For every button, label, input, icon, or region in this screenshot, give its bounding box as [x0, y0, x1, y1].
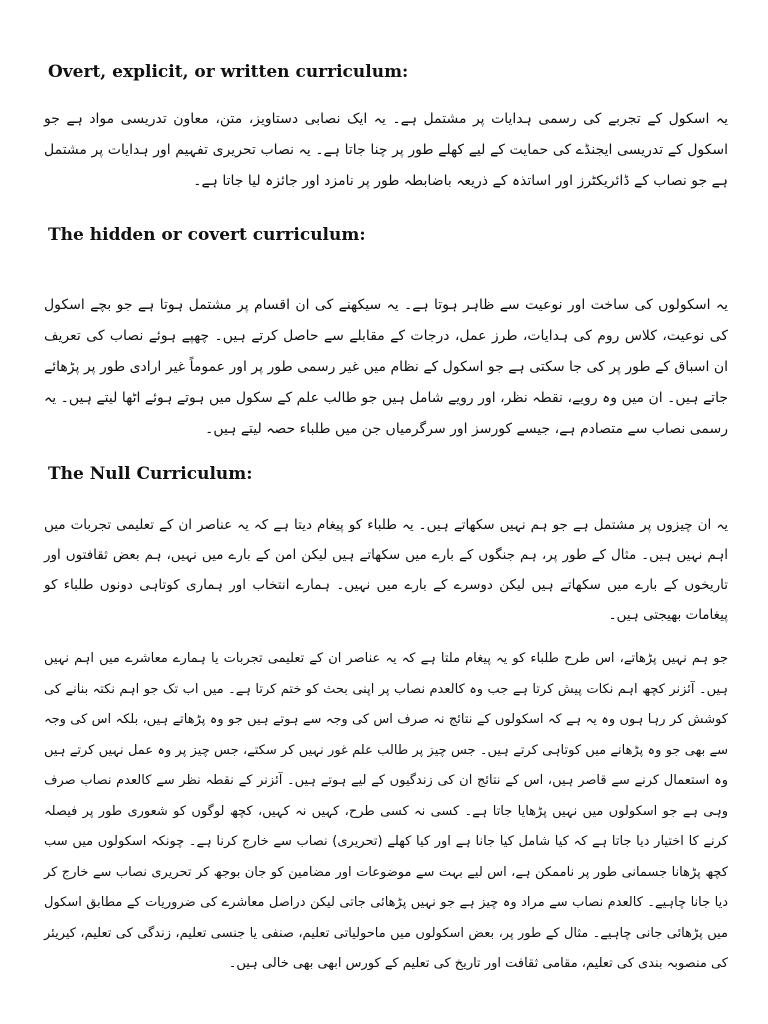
section-heading-null-curriculum: The Null Curriculum: [48, 464, 253, 484]
section-heading-hidden-curriculum: The hidden or covert curriculum: [48, 225, 366, 245]
paragraph-overt-curriculum: یہ اسکول کے تجربے کی رسمی ہدایات پر مشتمل ہے۔ یہ ایک نصابی دستاویز، متن، معاون تدریسی مواد ہے جو اسکول کے تدریسی ایجنڈے کی حمایت کے لیے کھلے طور پر چنا جاتا ہے۔ یہ نصاب تحریری تفہیم اور ہدایات پر مشتمل ہے جو نصاب کے ڈائریکٹرز اور اساتذہ کے ذریعہ باضابطہ طور پر نامزد اور جائزہ لیا جاتا ہے۔ [44, 111, 728, 189]
section-heading-overt-curriculum: Overt, explicit, or written curriculum: [48, 62, 409, 82]
paragraph-null-curriculum-eisner: جو ہم نہیں پڑھاتے، اس طرح طلباء کو یہ پیغام ملتا ہے کہ یہ عناصر ان کے تعلیمی تجربات یا ہمارے معاشرے میں اہم نہیں ہیں۔ آئزنر کچھ اہم نکات پیش کرتا ہے جب وہ کالعدم نصاب پر اپنی بحث کو ختم کرتا ہے۔ میں اب تک جو اہم نکتہ بنانے کی کوشش کر رہا ہوں وہ یہ ہے کہ اسکولوں کے نتائج نہ صرف اس کی وجہ سے ہوتے ہیں جو وہ پڑھاتے ہیں، بلکہ اس کی وجہ سے بھی جو وہ پڑھانے میں کوتاہی کرتے ہیں۔ جس چیز پر طالب علم غور نہیں کر سکتے، جس چیز پر وہ عمل نہیں کرتے ہیں وہ استعمال کرنے سے قاصر ہیں، اس کے نتائج ان کی زندگیوں کے لیے ہوتے ہیں۔ آئزنر کے نقطہ نظر سے کالعدم نصاب صرف وہی ہے جو اسکولوں میں نہیں پڑھایا جاتا ہے۔ کسی نہ کسی طرح، کہیں نہ کہیں، کچھ لوگوں کو شعوری طور پر فیصلہ کرنے کا اختیار دیا جاتا ہے کہ کیا شامل کیا جانا ہے اور کیا کھلے (تحریری) نصاب سے خارج کرنا ہے۔ چونکہ اسکولوں میں سب کچھ پڑھانا جسمانی طور پر ناممکن ہے، اس لیے بہت سے موضوعات اور مضامین کو جان بوجھ کر تحریری نصاب سے خارج کر دیا جانا چاہیے۔ کالعدم نصاب سے مراد وہ چیز ہے جو نہیں پڑھائی جاتی لیکن دراصل معاشرے کی ضروریات کے مطابق اسکول میں پڑھائی جانی چاہیے۔ مثال کے طور پر، بعض اسکولوں میں ماحولیاتی تعلیم، صنفی یا جنسی تعلیم، زندگی کی تعلیم، کیریئر کی منصوبہ بندی کی تعلیم، مقامی ثقافت اور تاریخ کی تعلیم کے کورس ابھی بھی خالی ہیں۔ [44, 651, 728, 971]
paragraph-hidden-curriculum: یہ اسکولوں کی ساخت اور نوعیت سے ظاہر ہوتا ہے۔ یہ سیکھنے کی ان اقسام پر مشتمل ہوتا ہے جو بچے اسکول کی نوعیت، کلاس روم کی ہدایات، طرز عمل، درجات کے مقابلے سے حاصل کرتے ہیں۔ چھپے ہوئے نصاب کی تعریف ان اسباق کے طور پر کی جا سکتی ہے جو اسکول کے نظام میں غیر رسمی طور پر اور عموماً غیر ارادی طور پر پڑھائے جاتے ہیں۔ ان میں وہ رویے، نقطہ نظر، اور رویے شامل ہیں جو طالب علم کے سکول میں ہوتے ہوئے اٹھا لیتے ہیں۔ یہ رسمی نصاب سے متصادم ہے، جیسے کورسز اور سرگرمیاں جن میں طلباء حصہ لیتے ہیں۔ [44, 297, 728, 437]
paragraph-null-curriculum-intro: یہ ان چیزوں پر مشتمل ہے جو ہم نہیں سکھاتے ہیں۔ یہ طلباء کو پیغام دیتا ہے کہ یہ عناصر ان کے تعلیمی تجربات میں اہم نہیں ہیں۔ مثال کے طور پر، ہم جنگوں کے بارے میں سکھاتے ہیں لیکن امن کے بارے میں نہیں، ہم بعض ثقافتوں اور تاریخوں کے بارے میں سکھاتے ہیں لیکن دوسرے کے بارے میں نہیں۔ ہمارے انتخاب اور ہماری کوتاہی دونوں طلباء کو پیغامات بھیجتی ہیں۔ [44, 517, 728, 623]
